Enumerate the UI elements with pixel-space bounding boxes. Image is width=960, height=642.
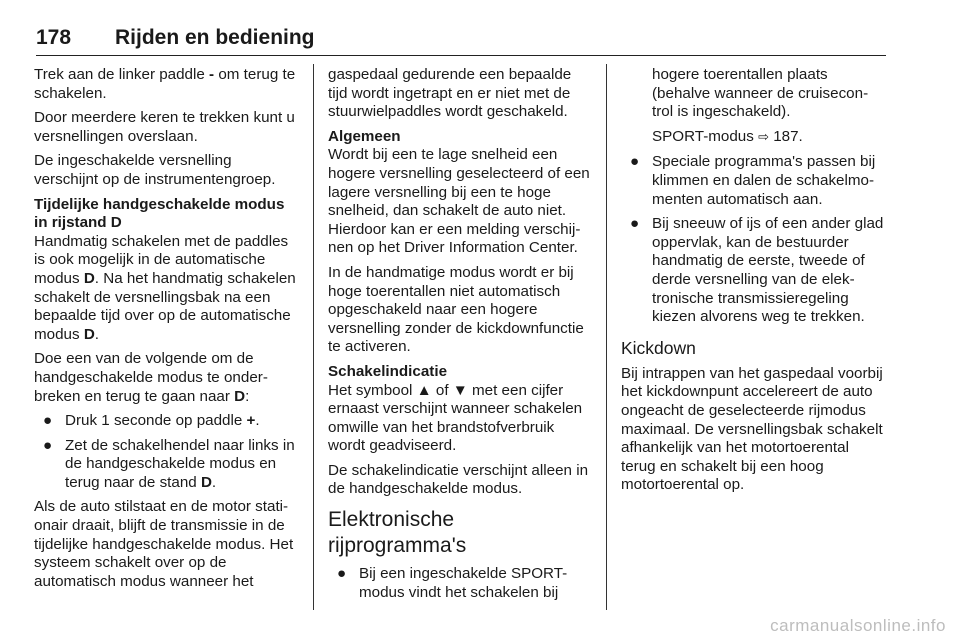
paragraph: Bij intrappen van het gaspedaal voorbij het kickdownpunt accelereert de auto ongeacht de geselecteerde rijmodus maximaal. De versnellingsbak schakelt afhankelijk van het motortoerental terug en schakelt bij een hoog motortoerental op. <box>621 364 883 494</box>
paragraph: Trek aan de linker paddle - om terug te schakelen. <box>34 66 296 102</box>
paragraph: gaspedaal gedurende een bepaalde tijd wordt ingetrapt en er niet met de stuurwielpaddles wordt geschakeld. <box>328 66 572 121</box>
subheading: Schakelindicatie <box>328 362 448 380</box>
bullet-icon: ● <box>43 436 53 454</box>
paragraph: Handmatig schakelen met de paddles is ook mogelijk in de automatische modus D. Na het handmatig schakelen schakelt de versnellingsbak na een bepaalde tijd over op de automatische modus D. <box>34 232 296 343</box>
chapter-title: Rijden en bediening <box>115 26 315 49</box>
bullet-icon: ● <box>337 565 347 583</box>
paragraph: De schakelindicatie verschijnt alleen in de handgeschakelde modus. <box>328 461 589 498</box>
column-divider-2 <box>606 64 607 610</box>
watermark: carmanualsonline.info <box>770 616 946 635</box>
list-item: ● Bij sneeuw of ijs of een ander glad oppervlak, kan de bestuurder handmatig de eerste, tweede of derde versnelling van de elektronische transmissieregeling kiezen alvorens weg te trekken. <box>630 215 884 326</box>
page-number: 178 <box>36 26 72 49</box>
section-heading: Elektronische rijprogramma's <box>328 508 467 558</box>
list-item-continued: SPORT-modus ⇨ 187. <box>652 127 803 145</box>
subheading: Algemeen <box>328 127 401 145</box>
paragraph: De ingeschakelde versnelling verschijnt op de instrumentengroep. <box>34 152 276 188</box>
page-reference-icon[interactable]: ⇨ <box>758 129 769 145</box>
subheading: Tijdelijke handgeschakelde modus in rijstand D <box>34 195 285 232</box>
list-item-continued: hogere toerentallen plaats (behalve wanneer de cruisecontrol is ingeschakeld). <box>652 66 869 121</box>
paragraph: Als de auto stilstaat en de motor stationair draait, blijft de transmissie in de tijdelijke handgeschakelde modus. Het systeem schakelt over op de automatisch modus wanneer het <box>34 498 294 590</box>
list-item: ● Druk 1 seconde op paddle +. <box>43 412 260 430</box>
column-1 <box>34 66 297 597</box>
list-item: ● Speciale programma's passen bij klimmen en dalen de schakelmomenten automatisch aan. <box>630 153 876 208</box>
section-heading: Kickdown <box>621 337 696 358</box>
page-header <box>36 22 886 56</box>
paragraph: Wordt bij een te lage snelheid een hogere versnelling geselecteerd of een lagere versnelling bij een te hoge snelheid, dan schakelt de auto niet. Hierdoor kan er een melding verschijnen op het Driver Information Center. <box>328 146 590 257</box>
bullet-icon: ● <box>630 153 640 171</box>
column-2 <box>328 66 591 608</box>
bullet-icon: ● <box>43 412 53 430</box>
bullet-icon: ● <box>630 215 640 233</box>
paragraph: Het symbool ▲ of ▼ met een cijfer ernaast verschijnt wanneer schakelen omwille van het brandstofverbruik wordt geadviseerd. <box>328 381 583 455</box>
column-divider-1 <box>313 64 314 610</box>
paragraph: Door meerdere keren te trekken kunt u versnellingen overslaan. <box>34 109 295 145</box>
column-3 <box>621 66 884 501</box>
list-item: ● Zet de schakelhendel naar links in de handgeschakelde modus en terug naar de stand D. <box>43 436 295 491</box>
paragraph: In de handmatige modus wordt er bij hoge toerentallen niet automatisch opgeschakeld naar een hogere versnelling zonder de kickdownfunctie te activeren. <box>328 263 584 356</box>
paragraph: Doe een van de volgende om de handgeschakelde modus te onderbreken en terug te gaan naar D: <box>34 350 268 405</box>
list-item: ● Bij een ingeschakelde SPORT-modus vindt het schakelen bij <box>337 565 568 601</box>
